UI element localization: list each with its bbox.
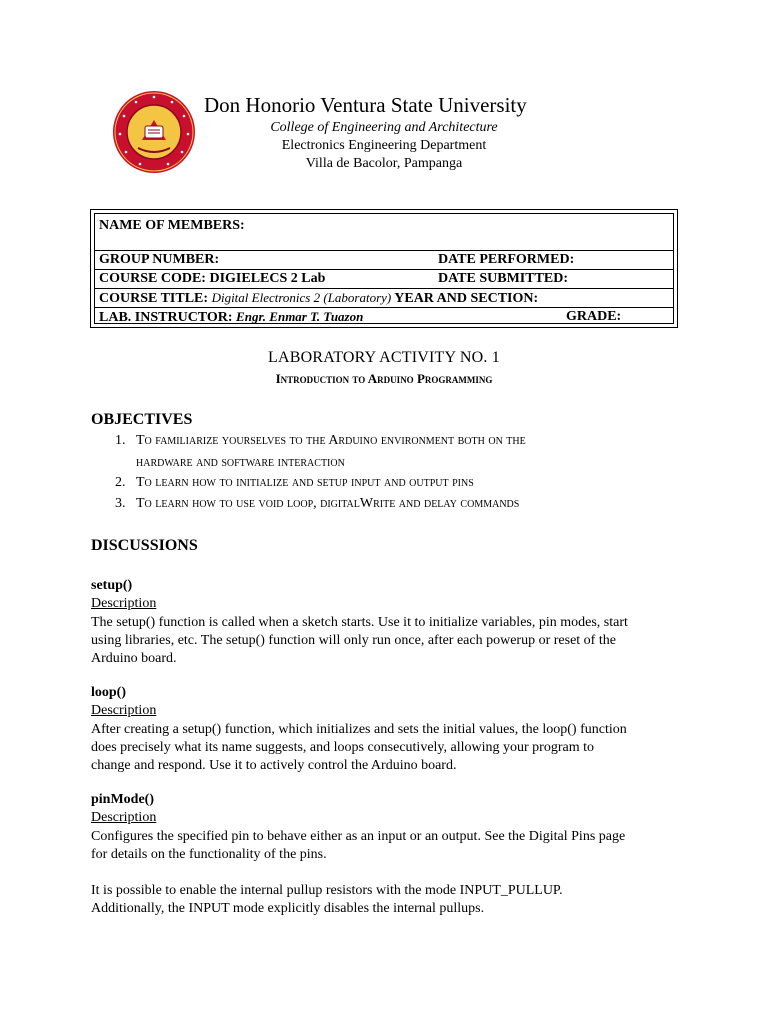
lab-activity-number: LABORATORY ACTIVITY NO. 1 (268, 349, 500, 366)
objective-item: 2. To learn how to initialize and setup input and output pins (115, 475, 474, 490)
setup-paragraph: The setup() function is called when a sketch starts. Use it to initialize variables, pin modes, start using libraries, etc. The setup() function will only run once, after each powerup or reset of the Arduino board. (91, 615, 628, 666)
course-title-label: COURSE TITLE: (99, 291, 209, 306)
course-code-label: COURSE CODE: DIGIELECS 2 Lab (99, 271, 326, 286)
group-info-table (90, 209, 678, 328)
instructor-value: Engr. Enmar T. Tuazon (236, 309, 364, 324)
date-performed-label: DATE PERFORMED: (438, 252, 575, 267)
pinmode-description-label: Description (91, 810, 157, 825)
pinmode-term: pinMode() (91, 792, 154, 807)
university-address: Villa de Bacolor, Pampanga (305, 156, 463, 171)
university-name: Don Honorio Ventura State University (204, 93, 527, 117)
university-seal-logo (112, 90, 196, 174)
grade-label: GRADE: (566, 309, 622, 324)
setup-description-label: Description (91, 596, 157, 611)
members-label: NAME OF MEMBERS: (99, 218, 245, 233)
objective-item: 1. To familiarize yourselves to the Arduino environment both on the (115, 433, 526, 448)
row-instructor (95, 308, 673, 326)
objective-item-continued: hardware and software interaction (136, 455, 345, 470)
setup-term: setup() (91, 578, 133, 593)
loop-term: loop() (91, 685, 126, 700)
pinmode-paragraph-pullup: It is possible to enable the internal pullup resistors with the mode INPUT_PULLUP. Additionally, the INPUT mode explicitly disables the internal pullups. (91, 883, 563, 916)
pinmode-paragraph: Configures the specified pin to behave either as an input or an output. See the Digital Pins page for details on the functionality of the pins. (91, 829, 626, 862)
date-submitted-label: DATE SUBMITTED: (438, 271, 569, 286)
discussions-heading: DISCUSSIONS (91, 537, 198, 554)
year-section-label: YEAR AND SECTION: (394, 291, 539, 306)
course-title-value: Digital Electronics 2 (Laboratory) (211, 290, 392, 305)
lab-activity-title: Introduction to Arduino Programming (275, 371, 493, 386)
loop-description-label: Description (91, 703, 157, 718)
college-name: College of Engineering and Architecture (270, 120, 498, 135)
row-course-code (95, 270, 673, 289)
group-number-label: GROUP NUMBER: (99, 252, 220, 267)
department-name: Electronics Engineering Department (281, 138, 487, 153)
row-course-title (95, 289, 673, 308)
row-group-number (95, 251, 673, 270)
objective-item: 3. To learn how to use void loop, digitalWrite and delay commands (115, 496, 520, 511)
instructor-label: LAB. INSTRUCTOR: (99, 310, 233, 325)
objectives-heading: OBJECTIVES (91, 411, 193, 428)
loop-paragraph: After creating a setup() function, which initializes and sets the initial values, the loop() function does precisely what its name suggests, and loops consecutively, allowing your program to change and respond. Use it to actively control the Arduino board. (91, 722, 627, 773)
row-members (95, 214, 673, 251)
